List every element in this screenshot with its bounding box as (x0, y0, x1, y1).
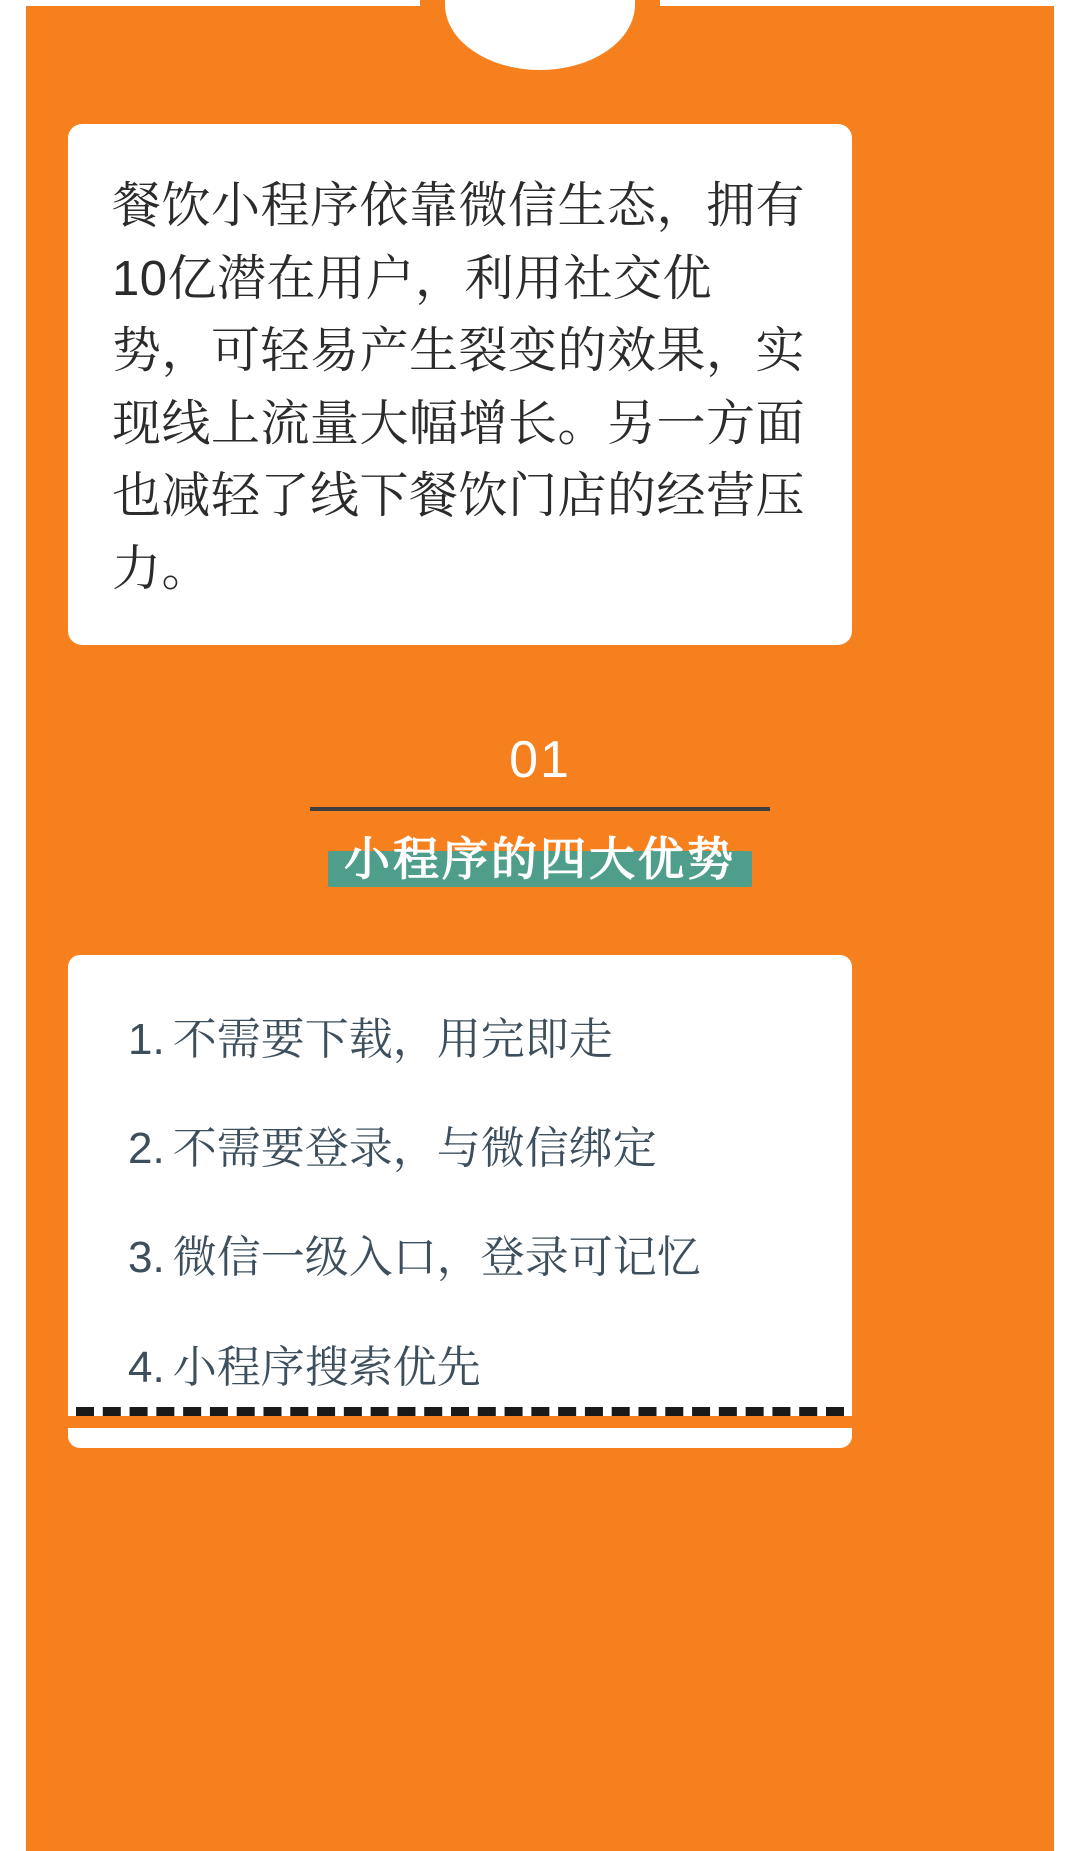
list-item-number: 3. (128, 1233, 165, 1283)
left-edge-gutter (0, 0, 26, 1851)
list-item-label: 不需要下载，用完即走 (172, 1015, 613, 1064)
top-notch-cutout (445, 0, 635, 70)
intro-paragraph: 餐饮小程序依靠微信生态，拥有10亿潜在用户，利用社交优势，可轻易产生裂变的效果，实现线上流量大幅增长。另一方面也减轻了线下餐饮门店的经营压力。 (112, 179, 806, 596)
card-bottom-fill (68, 1416, 852, 1428)
list-item-number: 2. (128, 1124, 165, 1174)
list-item-number: 1. (128, 1015, 165, 1064)
section-divider (310, 807, 770, 811)
list-item (128, 1120, 812, 1177)
list-item-label: 小程序搜索优先 (172, 1342, 481, 1392)
section-title-wrapper (340, 831, 740, 889)
right-edge-gutter (1054, 0, 1080, 1851)
top-edge-strip-left (0, 0, 420, 6)
list-item-number: 4. (128, 1342, 165, 1392)
list-item (128, 1229, 812, 1286)
section-header (0, 732, 1080, 889)
dashed-cut-line (76, 1407, 844, 1416)
list-item-label: 微信一级入口，登录可记忆 (172, 1233, 701, 1283)
section-number: 01 (509, 731, 571, 789)
list-item (128, 1011, 812, 1068)
advantages-card (68, 955, 852, 1448)
section-title: 小程序的四大优势 (344, 833, 736, 886)
top-edge-strip-right (660, 0, 1080, 6)
intro-card (68, 124, 852, 645)
list-item (128, 1339, 812, 1396)
list-item-label: 不需要登录，与微信绑定 (172, 1124, 657, 1174)
